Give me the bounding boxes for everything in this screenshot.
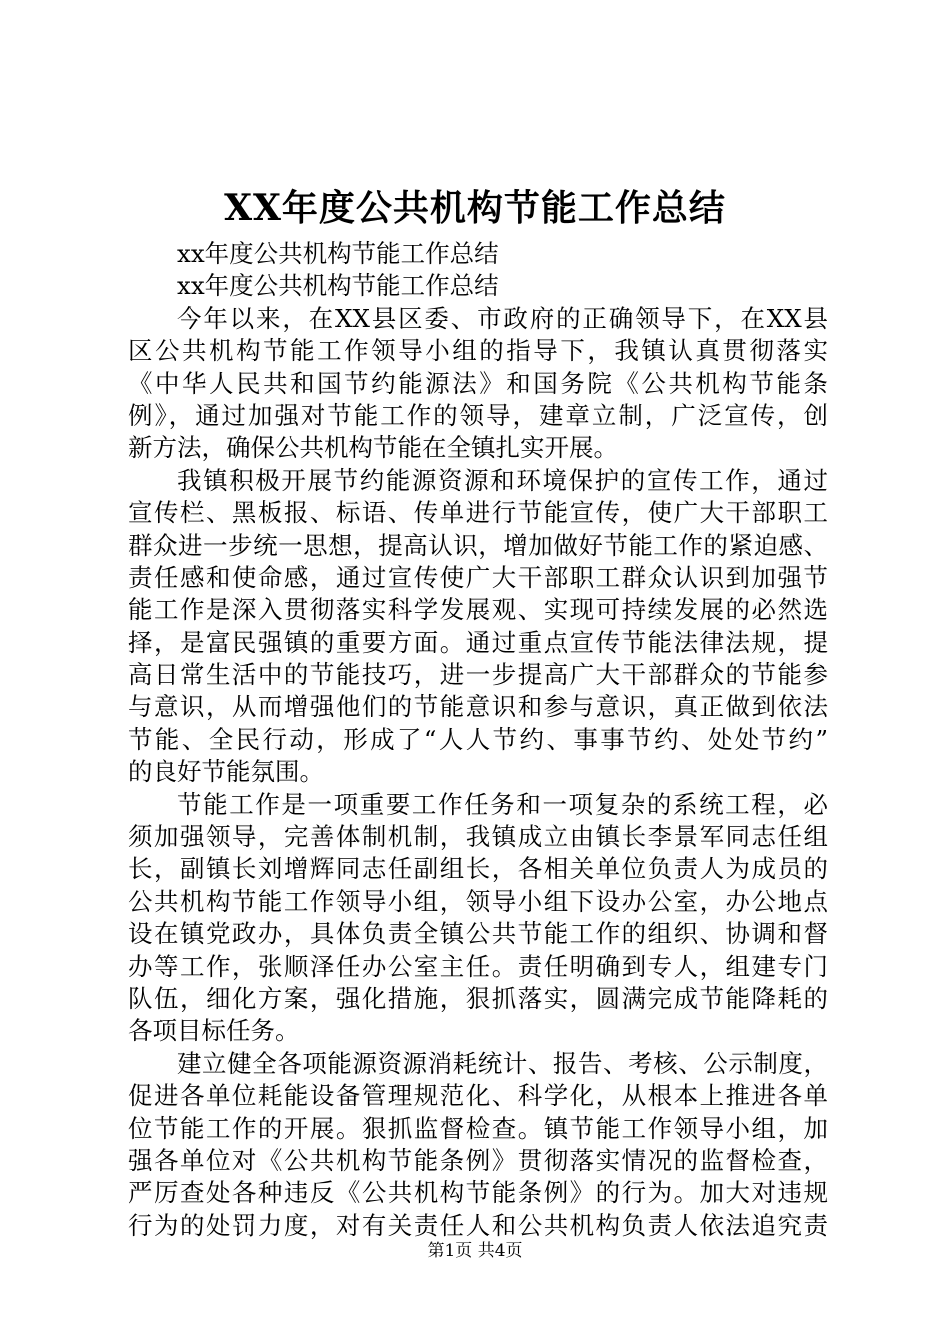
body-line: 新方法，确保公共机构节能在全镇扎实开展。 (128, 433, 618, 463)
body-line: 的良好节能氛围。 (128, 757, 324, 787)
body-line: 《中华人民共和国节约能源法》和国务院《公共机构节能条 (128, 368, 828, 398)
body-line: 严厉查处各种违反《公共机构节能条例》的行为。加大对违规 (128, 1178, 828, 1208)
body-line: 宣传栏、黑板报、标语、传单进行节能宣传，使广大干部职工 (128, 498, 828, 528)
body-line: 设在镇党政办，具体负责全镇公共节能工作的组织、协调和督 (128, 919, 828, 949)
page-number: 第1页 共4页 (427, 1241, 523, 1261)
body-line: 群众进一步统一思想，提高认识，增加做好节能工作的紧迫感、 (128, 530, 828, 560)
body-line: 促进各单位耗能设备管理规范化、科学化，从根本上推进各单 (128, 1081, 828, 1111)
body-line: 办等工作，张顺泽任办公室主任。责任明确到专人，组建专门 (128, 951, 828, 981)
body-line: 节能工作是一项重要工作任务和一项复杂的系统工程，必 (177, 789, 828, 819)
body-line: 各项目标任务。 (128, 1016, 300, 1046)
body-line: 区公共机构节能工作领导小组的指导下，我镇认真贯彻落实 (128, 336, 828, 366)
body-line: 责任感和使命感，通过宣传使广大干部职工群众认识到加强节 (128, 562, 828, 592)
body-line: 须加强领导，完善体制机制，我镇成立由镇长李景军同志任组 (128, 822, 828, 852)
body-line: 队伍，细化方案，强化措施，狠抓落实，圆满完成节能降耗的 (128, 983, 828, 1013)
body-line: xx年度公共机构节能工作总结 (177, 271, 499, 301)
body-line: xx年度公共机构节能工作总结 (177, 239, 499, 268)
body-line: 能工作是深入贯彻落实科学发展观、实现可持续发展的必然选 (128, 595, 828, 625)
body-line: 建立健全各项能源资源消耗统计、报告、考核、公示制度， (177, 1048, 828, 1078)
body-line: 长，副镇长刘增辉同志任副组长，各相关单位负责人为成员的 (128, 854, 828, 884)
body-line: 与意识，从而增强他们的节能意识和参与意识，真正做到依法 (128, 692, 828, 722)
body-line: 今年以来，在XX县区委、市政府的正确领导下，在XX县 (177, 303, 828, 333)
body-line: 强各单位对《公共机构节能条例》贯彻落实情况的监督检查， (128, 1145, 828, 1175)
body-line: 高日常生活中的节能技巧，进一步提高广大干部群众的节能参 (128, 660, 828, 690)
body-line: 我镇积极开展节约能源资源和环境保护的宣传工作，通过 (177, 465, 828, 495)
body-line: 节能、全民行动，形成了“人人节约、事事节约、处处节约” (128, 724, 828, 754)
body-line: 行为的处罚力度，对有关责任人和公共机构负责人依法追究责 (128, 1210, 828, 1240)
document-title: XX年度公共机构节能工作总结 (224, 187, 726, 229)
body-line: 择，是富民强镇的重要方面。通过重点宣传节能法律法规，提 (128, 627, 828, 657)
body-line: 例》，通过加强对节能工作的领导，建章立制，广泛宣传，创 (128, 400, 828, 430)
document-body (128, 238, 828, 1242)
body-line: 公共机构节能工作领导小组，领导小组下设办公室，办公地点 (128, 886, 828, 916)
body-line: 位节能工作的开展。狠抓监督检查。镇节能工作领导小组，加 (128, 1113, 828, 1143)
